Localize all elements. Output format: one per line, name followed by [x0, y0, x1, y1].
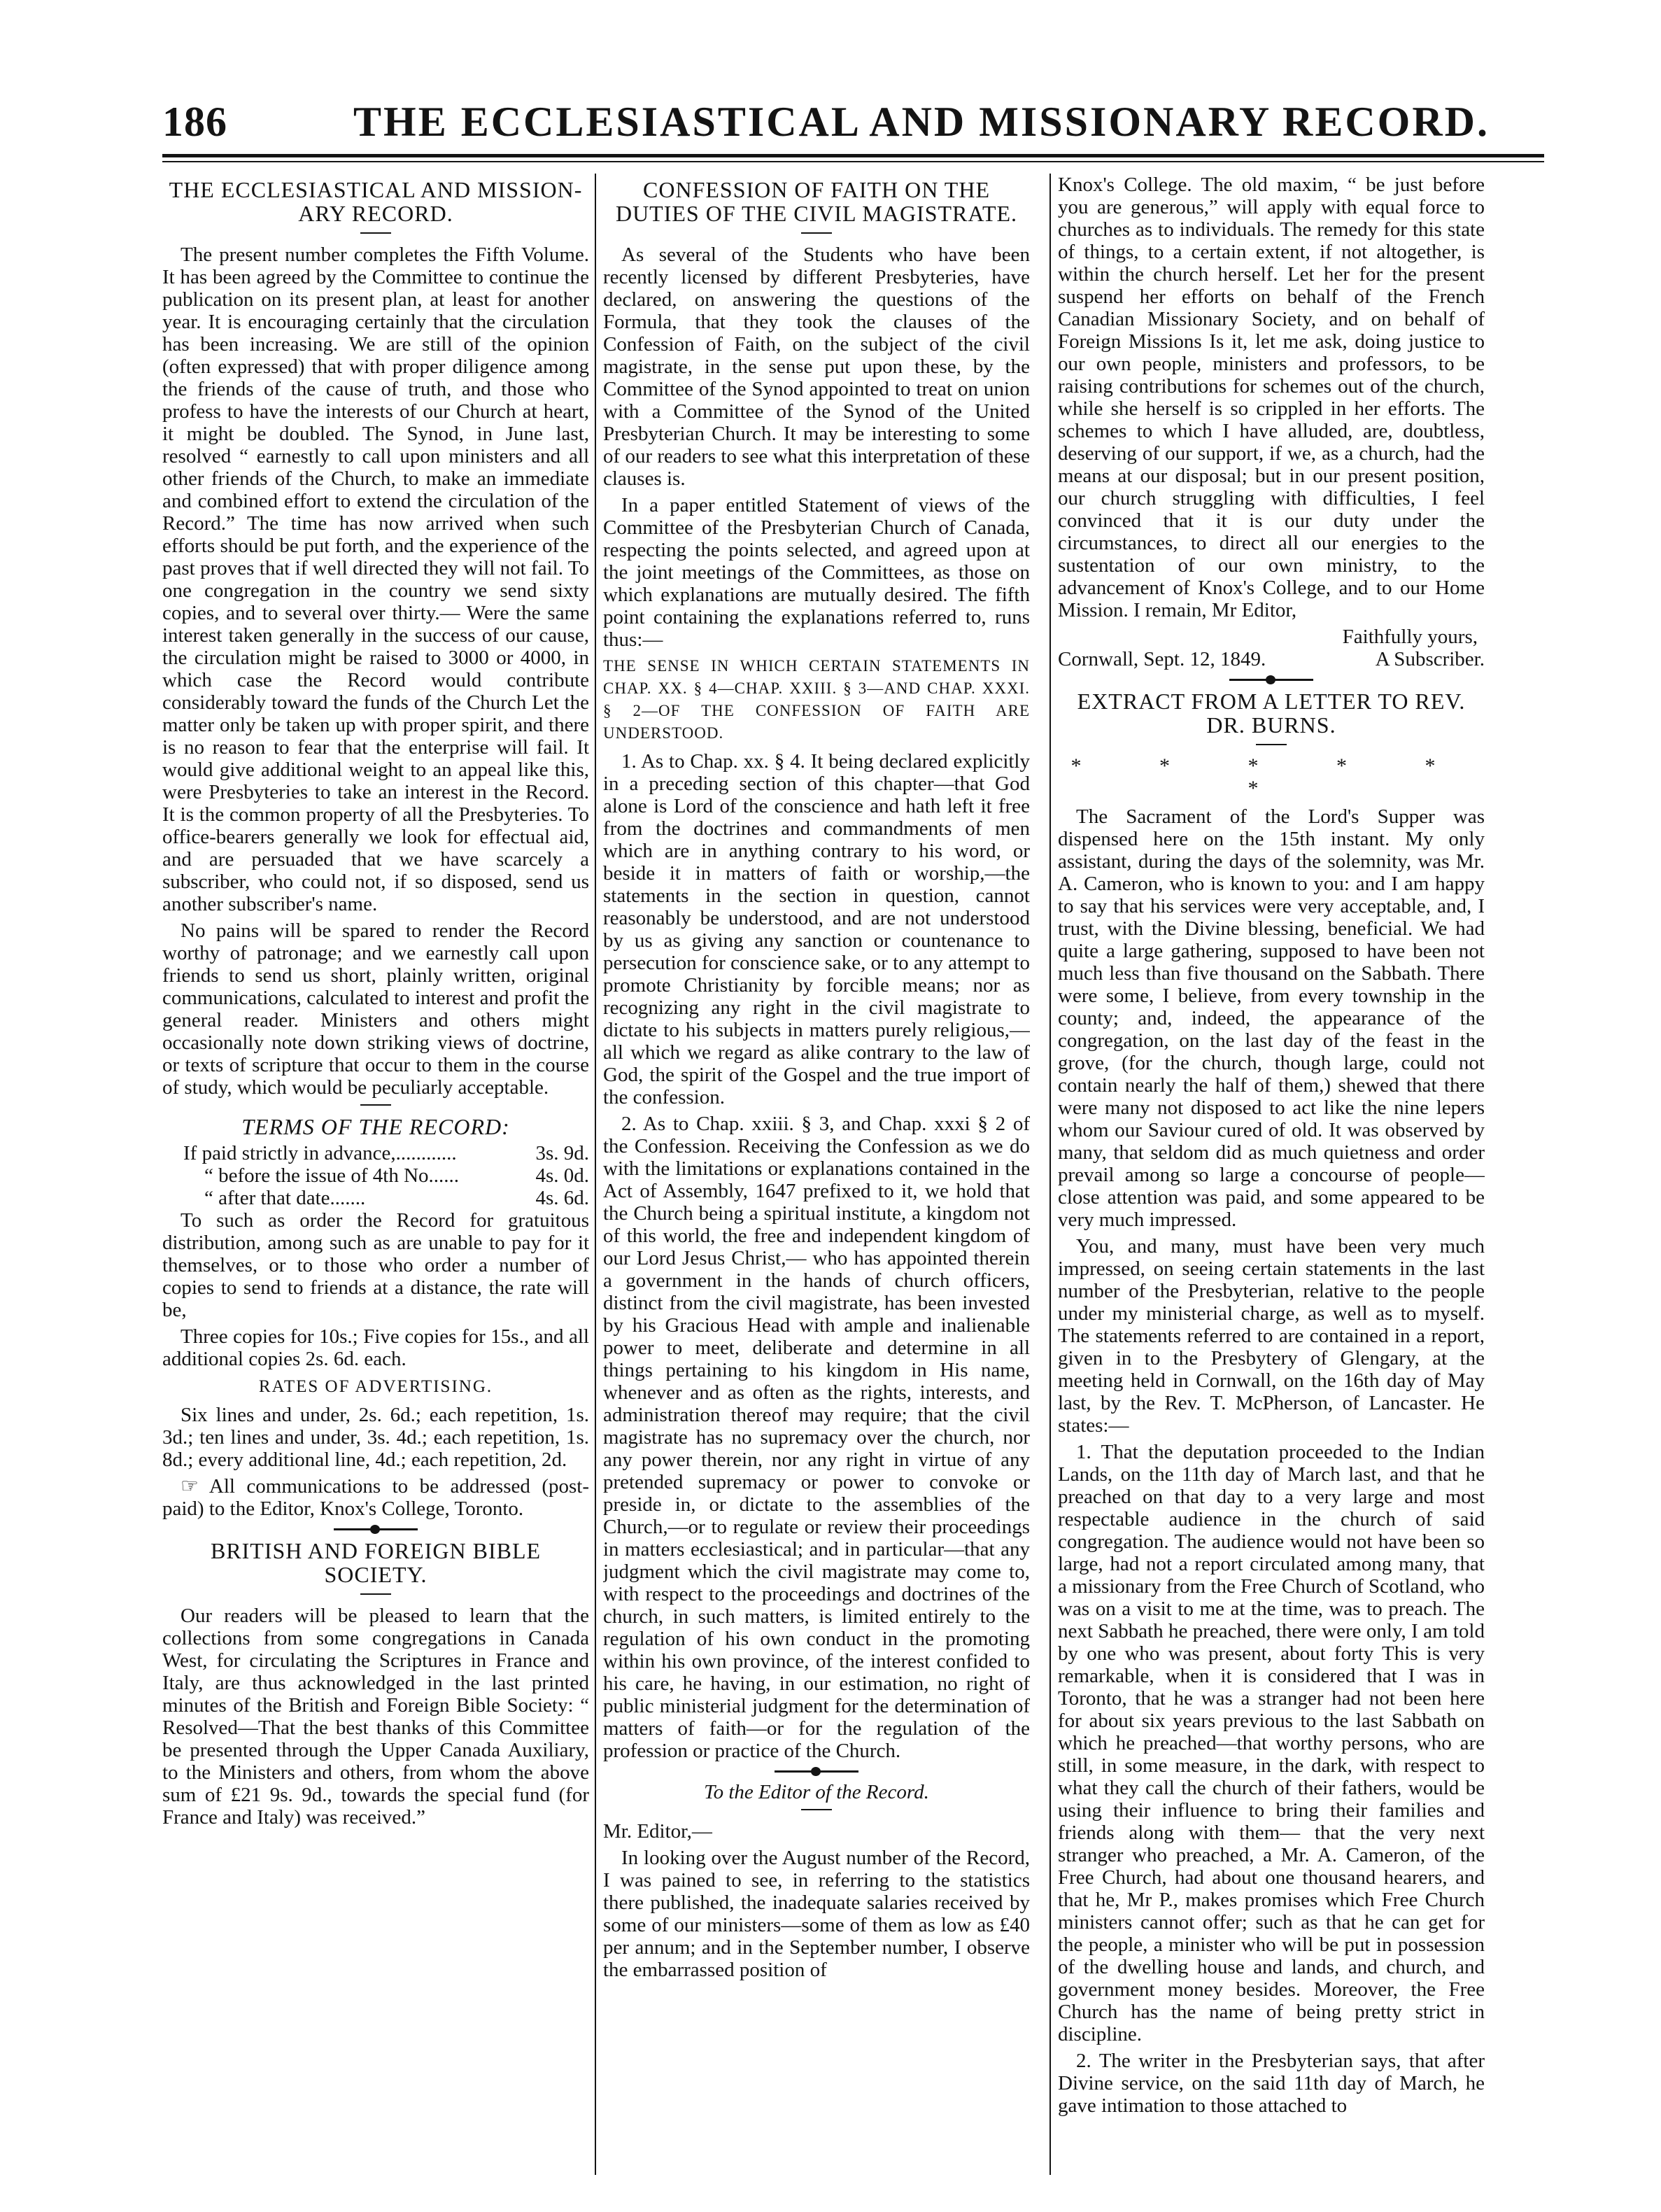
- confession-caps-heading: THE SENSE IN WHICH CERTAIN STATEMENTS IN CHAP. XX. § 4—CHAP. XXIII. § 3—AND CHAP. XXXI. § 2—OF THE CONFESSION OF FAITH ARE UNDERSTOOD.: [603, 657, 1030, 742]
- title-separator: [360, 1593, 391, 1595]
- advertising-paragraph: Six lines and under, 2s. 6d.; each repetition, 1s. 3d.; ten lines and under, 3s. 4d.; each repetition, 1s. 8d.; every additional line, 4d.; each repetition, 2d.: [162, 1404, 589, 1471]
- article-separator: [1229, 679, 1313, 681]
- letter-place-date: Cornwall, Sept. 12, 1849.: [1058, 648, 1266, 670]
- column-left: [162, 174, 589, 2175]
- editor-letter-heading: To the Editor of the Record.: [704, 1781, 929, 1803]
- terms-title: TERMS OF THE RECORD:: [241, 1114, 510, 1139]
- terms-paragraph-2: Three copies for 10s.; Five copies for 15s., and all additional copies 2s. 6d. each.: [162, 1325, 589, 1370]
- extract-paragraph-1: The Sacrament of the Lord's Supper was dispensed here on the 15th instant. My only assistant, during the days of the solemnity, was Mr. A. Cameron, who is known to you: and I am happy to say that his services were very acceptable, and, I trust, with the Divine blessing, beneficial. We had quite a large gathering, supposed to have been not much less than five thousand on the Sabbath. There were some, I believe, from every township in the county; and, indeed, the appearance of the congregation, on the last day of the feast in the grove, (for the church, though large, could not contain nearly the half of them,) shewed that there were many not disposed to act like the nine lepers whom our Saviour cured of old. It was observed by many, that seldom did as much quietness and order prevail among so large a concourse of people—close attention was paid, and some appeared to be very much impressed.: [1058, 805, 1485, 1231]
- terms-row: [162, 1187, 589, 1209]
- record-article-title: THE ECCLESIASTICAL AND MISSION-ARY RECORD.: [169, 177, 583, 226]
- header-rule-thick: [162, 154, 1544, 157]
- letter-signoff: Faithfully yours,: [1342, 626, 1478, 648]
- terms-price: 3s. 9d.: [535, 1142, 589, 1164]
- title-separator: [1256, 744, 1287, 745]
- asterism: * * * * * *: [1070, 754, 1472, 800]
- terms-label: “ after that date.......: [204, 1187, 366, 1209]
- terms-row: [162, 1142, 589, 1164]
- confession-paragraph-4: 2. As to Chap. xxiii. § 3, and Chap. xxxi § 2 of the Confession. Receiving the Confession as we do with the limitations or explanations contained in the Act of Assembly, 1647 prefixed to it, we hold that the Church being a spiritual institute, a kingdom not of this world, the free and independent kingdom of our Lord Jesus Christ,— who has appointed therein a government in the hands of church officers, distinct from the civil magistrate, has been invested by his Gracious Head with ample and inalienable power to meet, deliberate and determine in all things pertaining to his kingdom in His name, whenever and as often as the rights, interests, and administration thereof may require; that the civil magistrate has no supremacy over the church, nor any power therein, nor any right in virtue of any pretended supremacy or power to convoke or preside in, or dictate to the assemblies of the Church,—or to regulate or review their proceedings in matters ecclesiastical; and in particular—that any judgment which the civil magistrate may come to, with respect to the proceedings and doctrines of the church, in such matters, is limited entirely to the regulation of his own conduct in the promoting within his own province, of the interest confided to his care, he having, in our estimation, no right of public ministerial judgment for the determination of matters of faith—or for the regulation of the profession or practice of the Church.: [603, 1113, 1030, 1762]
- communications-notice: ☞ All communications to be addressed (post-paid) to the Editor, Knox's College, Toronto.: [162, 1475, 589, 1520]
- letter-signature-row: [1058, 648, 1485, 670]
- letter-signature: A Subscriber.: [1375, 648, 1485, 670]
- terms-separator: [360, 1104, 391, 1106]
- extract-paragraph-2: You, and many, must have been very much impressed, on seeing certain statements in the last number of the Presbyterian, relative to the people under my ministerial charge, as well as to myself. The statements referred to are contained in a report, given in to the Presbytery of Glengary, at the meeting held in Cornwall, on the 16th day of May last, by the Rev. T. McPherson, of Lancaster. He states:—: [1058, 1235, 1485, 1437]
- column-right: [1058, 174, 1485, 2175]
- terms-price: 4s. 6d.: [535, 1187, 589, 1209]
- extract-title: EXTRACT FROM A LETTER TO REV. DR. BURNS.: [1077, 689, 1466, 738]
- title-separator: [801, 232, 832, 234]
- article-separator: [775, 1770, 858, 1773]
- title-separator: [360, 232, 391, 234]
- confession-paragraph-1: As several of the Students who have been recently licensed by different Presbyteries, have declared, on answering the questions of the Formula, that they took the clauses of the Confession of Faith, on the subject of the civil magistrate, in the sense put upon these, by the Committee of the Synod appointed to treat on union with a Committee of the Synod of the United Presbyterian Church. It may be interesting to some of our readers to see what this interpretation of these clauses is.: [603, 244, 1030, 490]
- advertising-title: RATES OF ADVERTISING.: [258, 1377, 493, 1396]
- page-number: 186: [162, 99, 227, 145]
- column-middle: [603, 174, 1030, 2175]
- extract-paragraph-3: 1. That the deputation proceeded to the Indian Lands, on the 11th day of March last, and that he preached on that day to a very large and most respectable audience in the church of said congregation. The audience would not have been so large, had not a report circulated among many, that a missionary from the Free Church of Scotland, who was on a visit to me at the time, was to preach. The next Sabbath he preached, there were only, I am told by one who was present, about forty This is very remarkable, when it is considered that I was in Toronto, that he was a stranger had not been here for about six years previous to the last Sabbath on which he preached—that worthy persons, who are still, in some measure, in the dark, with respect to what they call the church of their fathers, would be using their influence to bring their families and friends along with them— that the very next stranger who preached, a Mr. A. Cameron, of the Free Church, had about one thousand hearers, and that he, Mr P., makes promises which Free Church ministers cannot offer; such as that he can get for the people, a minister who will be put in possession of the dwelling house and lands, and church, and government money besides. Moreover, the Free Church has the name of being pretty strict in discipline.: [1058, 1441, 1485, 2045]
- terms-paragraph-1: To such as order the Record for gratuitous distribution, among such as are unable to pay for it themselves, or to those who order a number of copies to send to friends at a distance, the rate will be,: [162, 1209, 589, 1321]
- terms-label: If paid strictly in advance,............: [183, 1142, 457, 1164]
- confession-paragraph-3: 1. As to Chap. xx. § 4. It being declared explicitly in a preceding section of this chapter—that God alone is Lord of the conscience and hath left it free from the doctrines and commandments of men which are in anything contrary to his word, or beside it in matters of faith or worship,—the statements in the section in question, cannot reasonably be understood, and are not understood by us as giving any sanction or countenance to persecution for conscience sake, or to any attempt to promote Christianity by forcible means; nor as recognizing any right in the civil magistrate to dictate to his subjects in matters purely religious,—all which we regard as alike contrary to the law of God, the spirit of the Gospel and the true import of the confession.: [603, 750, 1030, 1108]
- letter-paragraph-1: In looking over the August number of the Record, I was pained to see, in referring to the statistics there published, the inadequate salaries received by some of our ministers—some of them as low as £40 per annum; and in the September number, I observe the embarrassed position of: [603, 1847, 1030, 1981]
- column-divider-right: [1049, 174, 1051, 2175]
- confession-paragraph-2: In a paper entitled Statement of views of the Committee of the Presbyterian Church of Canada, respecting the points selected, and agreed upon at the joint meetings of the Committees, as those on which explanations are mutually desired. The fifth point containing the explanations referred to, runs thus:—: [603, 494, 1030, 651]
- header-rule-thin: [162, 161, 1544, 162]
- journal-title: THE ECCLESIASTICAL AND MISSIONARY RECORD.: [353, 99, 1490, 145]
- terms-row: [162, 1164, 589, 1187]
- letter-continuation: Knox's College. The old maxim, “ be just before you are generous,” will apply with equal force to churches as to individuals. The remedy for this state of things, to a certain extent, if not altogether, is within the church herself. Let her for the present suspend her efforts on behalf of the French Canadian Missionary Society, and on behalf of Foreign Missions Is it, let me ask, doing justice to our own people, ministers and professors, to be raising contributions for schemes out of the church, while she herself is so crippled in her efforts. The schemes to which I have alluded, are, doubtless, deserving of our support, if we, as a church, had the means at our disposal; but in our present position, our church struggling with difficulties, I feel convinced that it is our duty under the circumstances, to direct all our energies to the sustentation of our own ministry, to the advancement of Knox's College, and to our Home Mission. I remain, Mr Editor,: [1058, 174, 1485, 621]
- article-separator: [334, 1528, 418, 1530]
- running-head: [0, 98, 1661, 154]
- bible-society-title: BRITISH AND FOREIGN BIBLE SOCIETY.: [210, 1538, 542, 1587]
- confession-title: CONFESSION OF FAITH ON THE DUTIES OF THE CIVIL MAGISTRATE.: [615, 177, 1018, 226]
- bible-society-paragraph: Our readers will be pleased to learn that the collections from some congregations in Canada West, for circulating the Scriptures in France and Italy, are thus acknowledged in the last printed minutes of the British and Foreign Bible Society: “ Resolved—That the best thanks of this Committee be presented through the Upper Canada Auxiliary, to the Ministers and others, from whom the above sum of £21 9s. 9d., towards the special fund (for France and Italy) was received.”: [162, 1605, 589, 1829]
- extract-paragraph-4: 2. The writer in the Presbyterian says, that after Divine service, on the said 11th day of March, he gave intimation to those attached to: [1058, 2050, 1485, 2117]
- editor-salutation: Mr. Editor,—: [603, 1820, 712, 1843]
- terms-label: “ before the issue of 4th No......: [204, 1164, 460, 1187]
- column-divider-left: [595, 174, 596, 2175]
- record-paragraph-2: No pains will be spared to render the Record worthy of patronage; and we earnestly call upon friends to send us short, plainly written, original communications, calculated to interest and profit the general reader. Ministers and others might occasionally note down striking views of doctrine, or texts of scripture that occur to them in the course of study, which would be peculiarly acceptable.: [162, 920, 589, 1099]
- title-separator: [801, 1809, 832, 1810]
- terms-price: 4s. 0d.: [535, 1164, 589, 1187]
- record-paragraph-1: The present number completes the Fifth Volume. It has been agreed by the Committee to continue the publication on its present plan, at least for another year. It is encouraging certainly that the circulation has been increasing. We are still of the opinion (often expressed) that with proper diligence among the friends of the cause of truth, and those who profess to have the interests of our Church at heart, it might be doubled. The Synod, in June last, resolved “ earnestly to call upon ministers and all other friends of the Church, to make an immediate and combined effort to extend the circulation of the Record.” The time has now arrived when such efforts should be put forth, and the experience of the past proves that if well directed they will not fail. To one congregation in the country we send sixty copies, and to several over thirty.— Were the same interest taken generally in the success of our cause, the circulation might be raised to 3000 or 4000, in which case the Record would contribute considerably toward the funds of the Church Let the matter only be taken up with proper spirit, and there is no reason to fear that the enterprise will fail. It would give additional weight to an appeal like this, were Presbyteries to take an interest in the Record. It is the common property of all the Presbyteries. To office-bearers generally we look for effectual aid, and are persuaded that we have scarcely a subscriber, who could not, if so disposed, send us another subscriber's name.: [162, 244, 589, 915]
